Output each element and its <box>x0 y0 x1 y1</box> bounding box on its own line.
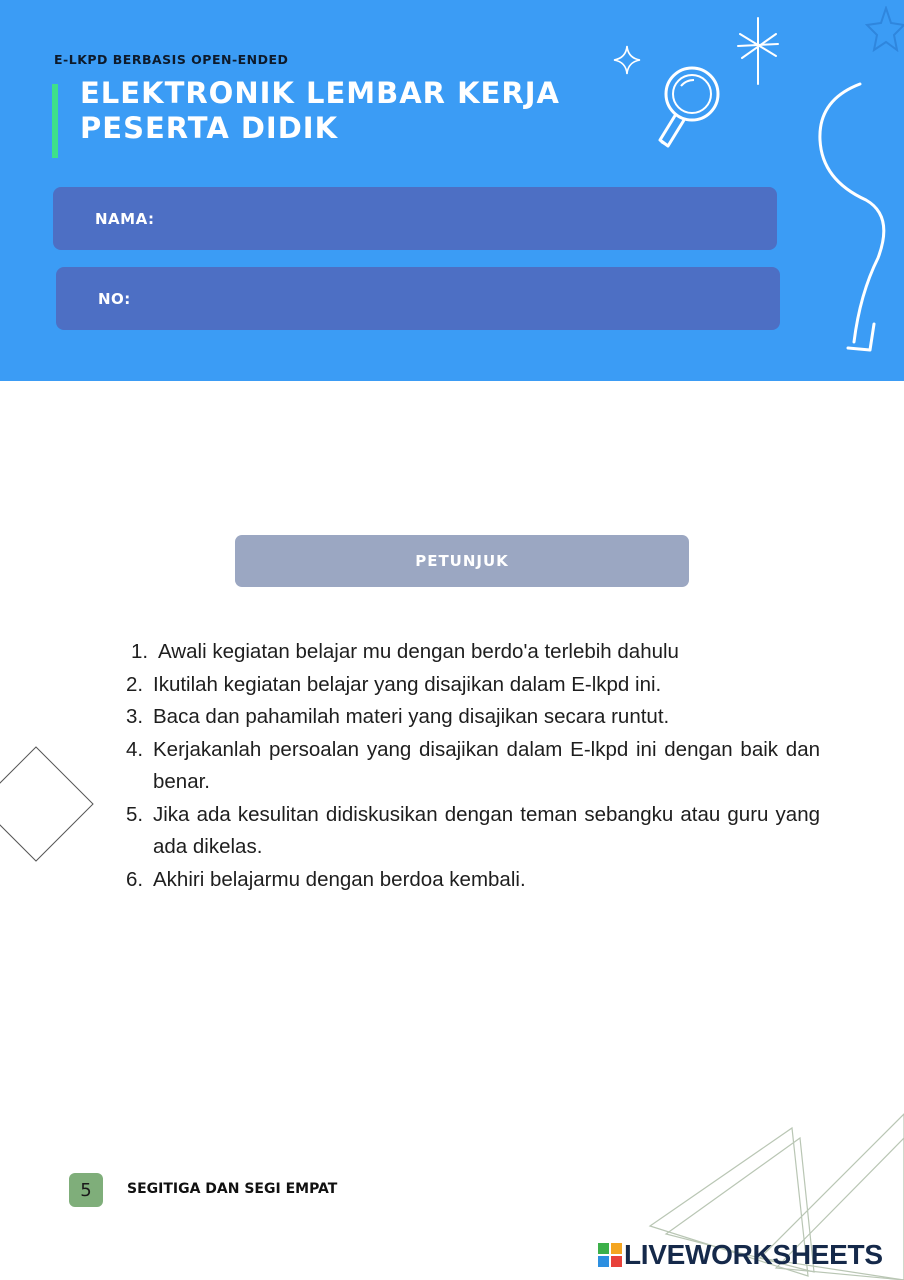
nama-field[interactable] <box>53 187 777 250</box>
list-item-number: 3. <box>126 705 144 728</box>
title-line-2: PESERTA DIDIK <box>80 111 339 145</box>
list-item-text: Jika ada kesulitan didiskusikan dengan teman sebangku atau guru yang ada dikelas. <box>153 802 820 858</box>
no-field[interactable] <box>56 267 780 330</box>
list-item-text: Baca dan pahamilah materi yang disajikan secara runtut. <box>153 705 670 728</box>
title-line-1: ELEKTRONIK LEMBAR KERJA <box>80 76 560 110</box>
list-item-number: 4. <box>126 737 144 761</box>
document-title <box>80 76 640 146</box>
no-label: NO: <box>98 289 131 308</box>
list-item-number: 5. <box>126 802 144 826</box>
liveworksheets-logo[interactable] <box>598 1236 883 1274</box>
header-banner <box>0 0 904 381</box>
magnifier-icon <box>648 62 728 158</box>
nama-label: NAMA: <box>95 209 155 228</box>
sparkle-icon <box>612 44 642 76</box>
list-item <box>126 636 820 669</box>
list-item-text: Kerjakanlah persoalan yang disajikan dalam E-lkpd ini dengan baik dan benar. <box>153 737 820 793</box>
list-item <box>126 701 820 734</box>
star-outline-icon <box>864 6 904 52</box>
title-accent-bar <box>52 84 58 158</box>
footer-title: SEGITIGA DAN SEGI EMPAT <box>127 1181 338 1197</box>
squiggle-arrow-icon <box>808 80 904 360</box>
brand-name: LIVEWORKSHEETS <box>624 1239 883 1270</box>
list-item-text: Awali kegiatan belajar mu dengan berdo'a terlebih dahulu <box>158 640 679 663</box>
list-item-text: Ikutilah kegiatan belajar yang disajikan dalam E-lkpd ini. <box>153 672 662 696</box>
document-subtitle: E-LKPD BERBASIS OPEN-ENDED <box>54 52 289 67</box>
list-item <box>126 734 820 799</box>
list-item <box>126 799 820 864</box>
instruction-list <box>126 636 820 896</box>
list-item-number: 1. <box>131 640 149 663</box>
list-item <box>126 864 820 897</box>
petunjuk-heading: PETUNJUK <box>235 535 689 587</box>
starburst-icon <box>736 16 780 86</box>
list-item <box>126 669 820 702</box>
list-item-number: 6. <box>126 867 144 891</box>
diamond-outline-icon <box>0 744 96 864</box>
live-blocks-icon <box>598 1243 622 1267</box>
page-number-badge: 5 <box>69 1173 103 1207</box>
list-item-number: 2. <box>126 672 144 696</box>
list-item-text: Akhiri belajarmu dengan berdoa kembali. <box>153 867 526 891</box>
